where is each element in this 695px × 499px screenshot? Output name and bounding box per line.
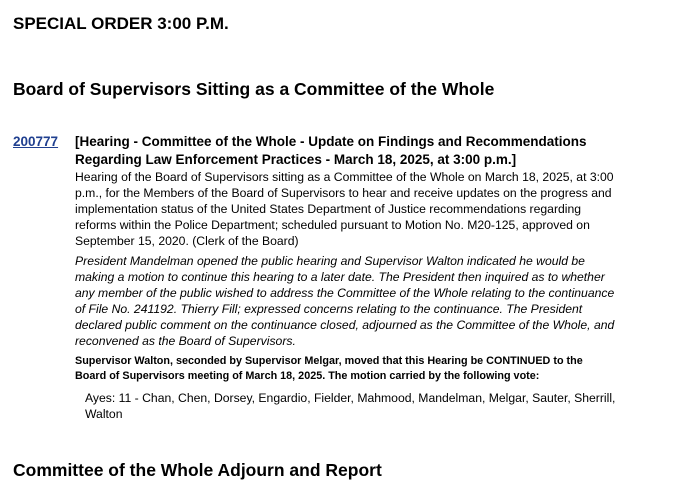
special-order-heading: SPECIAL ORDER 3:00 P.M. <box>13 14 229 33</box>
file-number-link[interactable]: 200777 <box>13 134 59 149</box>
item-title: [Hearing - Committee of the Whole - Update on Findings and Recommendations Regarding Law Enforcement Practices - March 18, 2025, at 3:00 p.m.] <box>75 134 587 167</box>
item-proceedings: President Mandelman opened the public hearing and Supervisor Walton indicated he would be making a motion to continue this hearing to a later date. The President then inquired as to whether any member of the public wished to address the Committee of the Whole relating to the continuance of File No. 241192. Thierry Fill; expressed concerns relating to the continuance. The President declared public comment on the continuance closed, adjourned as the Committee of the Whole, and reconvened as the Board of Supervisors. <box>75 254 615 348</box>
item-motion: Supervisor Walton, seconded by Supervisor Melgar, moved that this Hearing be CONTINUED to the Board of Supervisors meeting of March 18, 2025. The motion carried by the following vote: <box>75 355 583 382</box>
agenda-item <box>75 133 687 422</box>
item-description: Hearing of the Board of Supervisors sitting as a Committee of the Whole on March 18, 2025, at 3:00 p.m., for the Members of the Board of Supervisors to hear and receive updates on the progress and implementation status of the United States Department of Justice recommendations regarding reforms within the Police Department; scheduled pursuant to Motion No. M20-125, approved on September 15, 2020. (Clerk of the Board) <box>75 170 614 248</box>
committee-section-heading: Board of Supervisors Sitting as a Committee of the Whole <box>13 79 495 99</box>
item-vote-tally: Ayes: 11 - Chan, Chen, Dorsey, Engardio, Fielder, Mahmood, Mandelman, Melgar, Sauter, Sherrill, Walton <box>85 391 616 421</box>
adjourn-section-heading: Committee of the Whole Adjourn and Report <box>13 460 382 480</box>
